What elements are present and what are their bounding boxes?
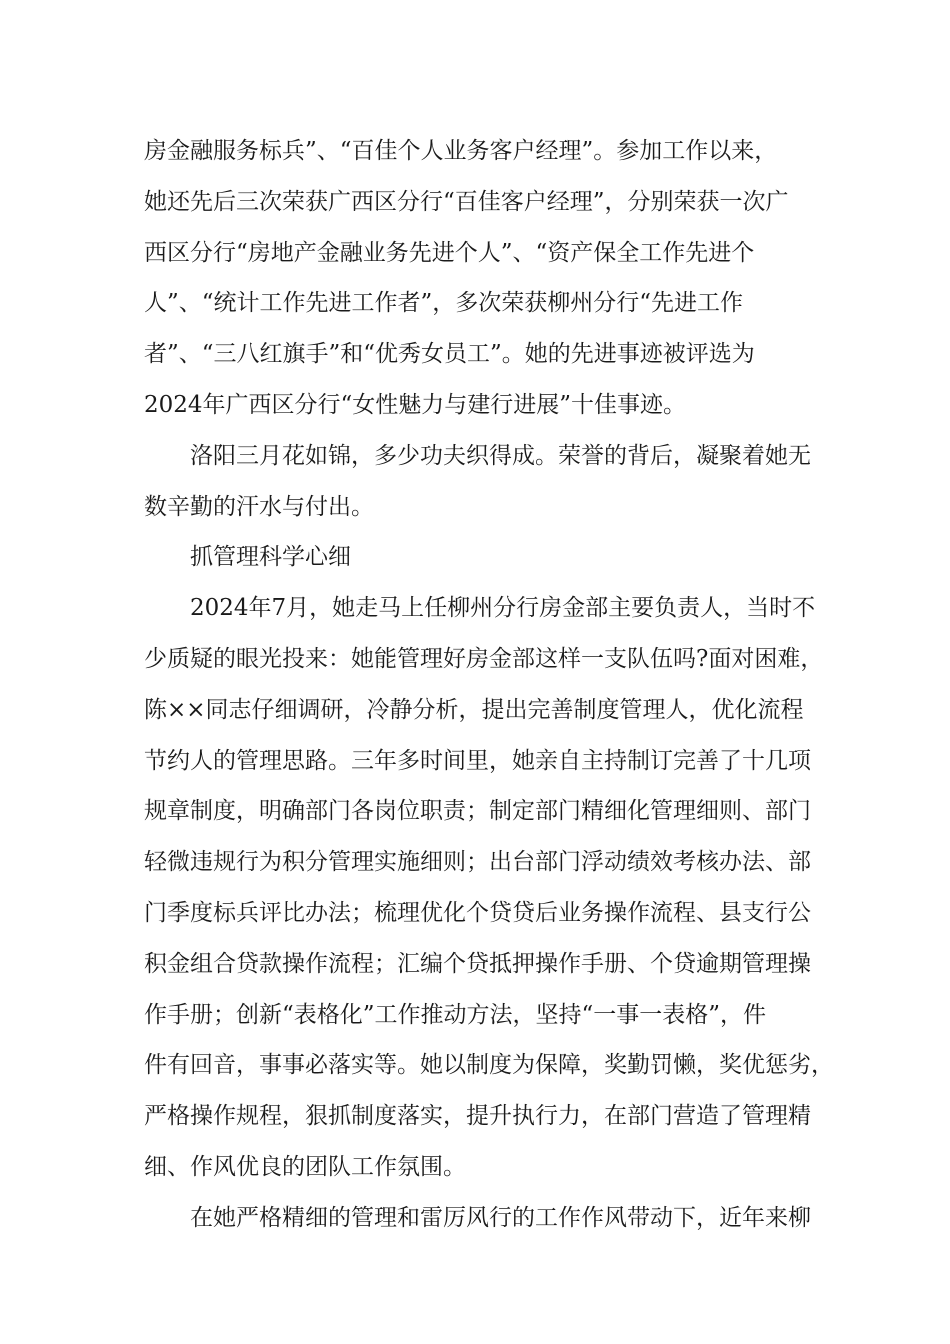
paragraph-line: 细、作风优良的团队工作氛围。 [144, 1153, 466, 1180]
paragraph-line: 件有回音，事事必落实等。她以制度为保障，奖勤罚懒，奖优惩劣， [144, 1052, 834, 1079]
paragraph-line: 房金融服务标兵”、“百佳个人业务客户经理”。参加工作以来， [144, 138, 778, 164]
paragraph-line: 作手册；创新“表格化”工作推动方法，坚持“一事一表格”，件 [144, 1001, 767, 1028]
paragraph-line: 门季度标兵评比办法；梳理优化个贷贷后业务操作流程、县支行公 [144, 899, 811, 926]
paragraph-line: 数辛勤的汗水与付出。 [144, 493, 374, 520]
paragraph-line: 她还先后三次荣获广西区分行“百佳客户经理”，分别荣获一次广 [144, 188, 789, 215]
paragraph-first-line: 2024年7月，她走马上任柳州分行房金部主要负责人，当时不 [190, 595, 816, 622]
paragraph-line: 节约人的管理思路。三年多时间里，她亲自主持制订完善了十几项 [144, 747, 811, 774]
document-body [144, 126, 834, 1244]
paragraph-line: 少质疑的眼光投来：她能管理好房金部这样一支队伍吗?面对困难， [144, 645, 824, 672]
paragraph-line: 西区分行“房地产金融业务先进个人”、“资产保全工作先进个 [144, 239, 755, 266]
paragraph-first-line: 抓管理科学心细 [190, 544, 351, 571]
paragraph-line: 积金组合贷款操作流程；汇编个贷抵押操作手册、个贷逾期管理操 [144, 950, 811, 977]
paragraph-line: 者”、“三八红旗手”和“优秀女员工”。她的先进事迹被评选为 [144, 341, 755, 368]
paragraph-first-line: 洛阳三月花如锦，多少功夫织得成。荣誉的背后，凝聚着她无 [190, 442, 811, 469]
paragraph-line: 轻微违规行为积分管理实施细则；出台部门浮动绩效考核办法、部 [144, 849, 811, 876]
paragraph-line: 人”、“统计工作先进工作者”，多次荣获柳州分行“先进工作 [144, 290, 744, 317]
paragraph-line: 2024年广西区分行“女性魅力与建行进展”十佳事迹。 [144, 391, 687, 418]
paragraph-line: 陈××同志仔细调研，冷静分析，提出完善制度管理人，优化流程 [144, 696, 804, 723]
paragraph-line: 严格操作规程，狠抓制度落实，提升执行力，在部门营造了管理精 [144, 1103, 811, 1130]
paragraph-first-line: 在她严格精细的管理和雷厉风行的工作作风带动下，近年来柳 [190, 1204, 811, 1231]
paragraph-line: 规章制度，明确部门各岗位职责；制定部门精细化管理细则、部门 [144, 798, 811, 825]
